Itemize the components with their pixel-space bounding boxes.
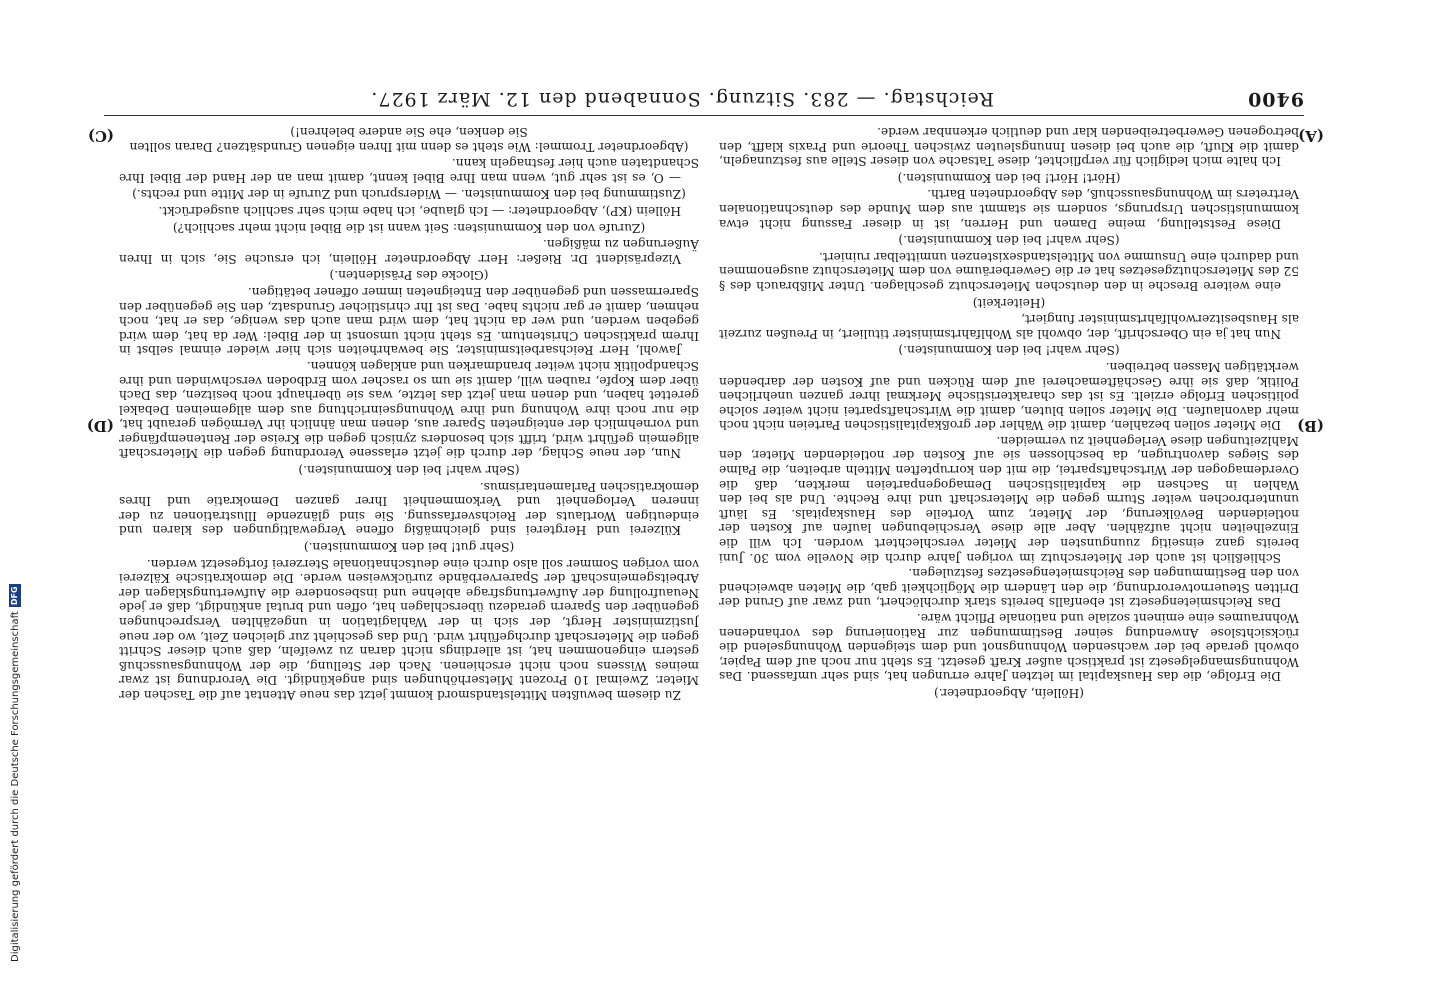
left-column-paragraph: Die Mieter sollen bezahlen, damit die Wähler der großkapitalistischen Parteien nicht noch mehr davonlaufen. Die Mieter sollen bluten, damit die Wirtschaftspartei nicht weiter solche politischen Erfolge erzielt. Es ist das charakteristische Merkmal ihrer ganzen unehrlichen Politik, daß sie ihre Geschäftemacherei auf dem Rücken und auf Kosten der darbenden werktätigen Massen betreiben. [719, 359, 1299, 433]
left-column-paragraph: Schließlich ist auch der Mieterschutz im vorigen Jahre durch die Novelle vom 30. Juni bereits ganz einseitig zuungunsten der Mieter verschlechtert worden. Ich will die Einzelheiten nicht aufzählen. Aber alle diese Verschiebungen laufen auf Kosten der notleidenden Bevölkerung, der Mieter, zum Vorteile des Hauskapitals. Es läuft ununterbrochen weiter Sturm gegen die Mieterschaft und ihre Rechte. Und als bei den Wahlen in Sachsen die kapitalistischen Demagogenparteien merkten, daß die Overdemagogen der Wirtschaftspartei, die mit den korrupteften Mitteln arbeiten, die Palme des Sieges davontrugen, da beschlossen sie auf Kosten der notleidenden Mieter, den Mahlzeitungen diese Verlegenheit zu vermeiden. [719, 433, 1299, 565]
right-column-paragraph: (Sehr wahr! bei den Kommunisten.) [298, 463, 520, 478]
left-column-paragraph: Diese Feststellung, meine Damen und Herren, ist in dieser Fassung nicht etwa kommunistischen Ursprungs, sondern sie stammt aus dem Munde des deutschnationalen Vertreters im Wohnungsausschuß, des Abgeordneten Barth. [719, 187, 1299, 231]
right-column-paragraph: — O, es ist sehr gut, wenn man Ihre Bibel kennt, damit man an der Hand der Bibel Ihre Schandtaten auch hier festnageln kann. [119, 156, 699, 185]
footer-credit [8, 22, 22, 962]
right-column-paragraph: Vizepräsident Dr. Rießer: Herr Abgeordneter Höllein, ich ersuche Sie, sich in Ihren Äußerungen zu mäßigen. [119, 237, 699, 266]
left-column-paragraph: (Hört! Hört! bei den Kommunisten.) [897, 170, 1121, 185]
left-column-paragraph: (Heiterkeit) [972, 295, 1046, 310]
left-column-paragraph: Ich halte mich lediglich für verpflichtet, diese Tatsache von dieser Stelle aus festzunageln, damit die Kluft, die auch bei diesen Innungsleuten zwischen Theorie und Praxis klafft, den betrogenen Gewerbetreibenden klar und deutlich erkennbar werde. [719, 125, 1299, 169]
left-column-paragraph: Nun hat ja ein Oberschrift, der, obwohl als Wohlfahrtsminister tituliert, in Preußen zurzeit als Hausbesitzerwohlfahrtsminister fungiert, [719, 312, 1299, 341]
right-column-paragraph: (Glocke des Präsidenten.) [329, 268, 489, 283]
right-column-paragraph: (Zurufe von den Kommunisten: Seit wann ist die Bibel nicht mehr sachlich?) [172, 220, 646, 235]
right-column [119, 122, 699, 702]
left-column-paragraph: Die Erfolge, die das Hauskapital im letzten Jahre errungen hat, sind sehr umfassend. Das Wohnungsmangelgesetz ist praktisch außer Kraft gesetzt. Es steht nur noch auf dem Papier, obwohl gerade bei der wachsenden Wohnungsnot und dem steigenden Wohnungselend die rücksichtslose Anwendung seiner Bestimmungen zur Rationierung des vorhandenen Wohnraumes eine eminent soziale und nationale Pflicht wäre. [719, 611, 1299, 684]
margin-letter-c: (C) [87, 127, 114, 145]
left-column [719, 122, 1299, 702]
right-column-paragraph: Jawohl, Herr Reichsarbeitsminister, Sie bewahrheiten sich hier wieder einmal selbst in Ihrem praktischen Christentum. Es steht nicht umsonst in der Bibel: Wer da hat, dem wird gegeben werden, und wer da nicht hat, dem wird man auch das wenige, das er hat, noch nehmen, damit er gar nichts habe. Das ist Ihr christlicher Grundsatz, den Sie gegenüber den Sparermassen und gegenüber den Enteigneten immer offener betätigen. [119, 284, 699, 358]
left-column-paragraph: eine weitere Bresche in den deutschen Mieterschutz geschlagen. Unter Mißbrauch des § 52 des Mieterschutzgesetzes hat er die Gewerberäume von dem Mieterschutz ausgenommen und dadurch eine Unsumme von Mittelstandsexistenzen unmittelbar ruiniert. [719, 249, 1299, 293]
left-column-paragraph: (Sehr wahr! bei den Kommunisten.) [898, 343, 1120, 358]
right-column-paragraph: Zu diesem bewußten Mittelstandsmord kommt jetzt das neue Attentat auf die Taschen der Mieter. Zweimal 10 Prozent Mietserhöhungen sind angekündigt. Die Verordnung ist zwar meines Wissens noch nicht erschienen. Nach der Stellung, die der Wohnungsausschuß gestern eingenommen hat, ist allerdings nicht daran zu zweifeln, daß auch dieser Schritt gegen die Mieterschaft durchgeführt wird. Und das geschieht zur gleichen Zeit, wo der neue Justizminister Hergt, der sich in der Wahlagitation in ungezählten Versprechungen gegenüber den Sparern geradezu überschlagen hat, offen und brutal ankündigt, daß er jede Neuaufrollung der Aufwertungsfrage ablehne und insbesondere die Aufwertungsklagen der Arbeitsgemeinschaft der Sparerverbände zurückweisen werde. Die demokratische Kälzerei vom vorigen Sommer soll also durch eine deutschnationale Sterzerei fortgesetzt werden. [119, 556, 699, 702]
margin-letter-d: (D) [86, 417, 114, 435]
right-column-paragraph: (Sehr gut! bei den Kommunisten.) [303, 540, 515, 555]
page-header [104, 86, 1304, 110]
footer-text: Digitalisierung gefördert durch die Deutsche Forschungsgemeinschaft [9, 611, 21, 962]
right-column-paragraph: Höllein (KP), Abgeordneter: — Ich glaube, ich habe mich sehr sachlich ausgedrückt. [158, 204, 681, 218]
left-column-paragraph: (Hölleín, Abgeordneter.) [933, 686, 1085, 700]
right-column-paragraph: (Abgeordneter Trommel: Wie steht es denn mit Ihren eigenen Grundsätzen? Daran sollten Sie denken, ehe Sie andere belehren!) [129, 125, 689, 154]
margin-letter-b: (B) [1297, 417, 1324, 435]
right-column-paragraph: (Zustimmung bei den Kommunisten. — Widerspruch und Zurufe in der Mitte und rechts.) [132, 187, 686, 202]
right-column-paragraph: Nun, der neue Schlag, der durch die jetzt erlassene Verordnung gegen die Mieterschaft allgemein geführt wird, trifft sich besonders zynisch gegen die Kreise der Rentenempfänger und vornehmlich der enteigneten Sparer aus, denen man ähnlich ihr Vermögen geraubt hat, die nur noch ihre Wohnung und ihre Wohnungseinrichtung aus dem allgemeinen Debakel gerettet haben, und denen man jetzt das letzte, was sie überhaupt noch besitzen, das Dach über dem Kopfe, rauben will, damit sie um so rascher vom Erdboden verschwinden und ihre Schandpolitik nicht weiter brandmarken und anklagen können. [119, 358, 699, 461]
page-title: Reichstag. — 283. Sitzung. Sonnabend den 12. März 1927. [370, 88, 994, 110]
left-column-paragraph: (Sehr wahr! bei den Kommunisten.) [898, 233, 1120, 248]
margin-letter-a: (A) [1298, 127, 1324, 145]
dfg-logo: DFG [10, 586, 19, 606]
right-column-paragraph: Külzerei und Hergterei sind gleichmäßig offene Vergewaltigungen des klaren und eindeutigen Wortlauts der Reichsverfassung. Sie sind glänzende Illustrationen zu der inneren Verlogenheit und Verkommenheit Ihrer ganzen Demokratie und Ihres demokratischen Parlamentarismus. [119, 479, 699, 538]
page-number: 9400 [1247, 88, 1304, 110]
left-column-paragraph: Das Reichsmietengesetz ist ebenfalls bereits stark durchlöchert, und zwar auf Grund der Dritten Steuernotverordnung, die den Ländern die Möglichkeit gab, die Mieten abweichend von den Bestimmungen des Reichsmietengesetzes festzulegen. [719, 566, 1299, 610]
header-rule [104, 115, 1304, 116]
